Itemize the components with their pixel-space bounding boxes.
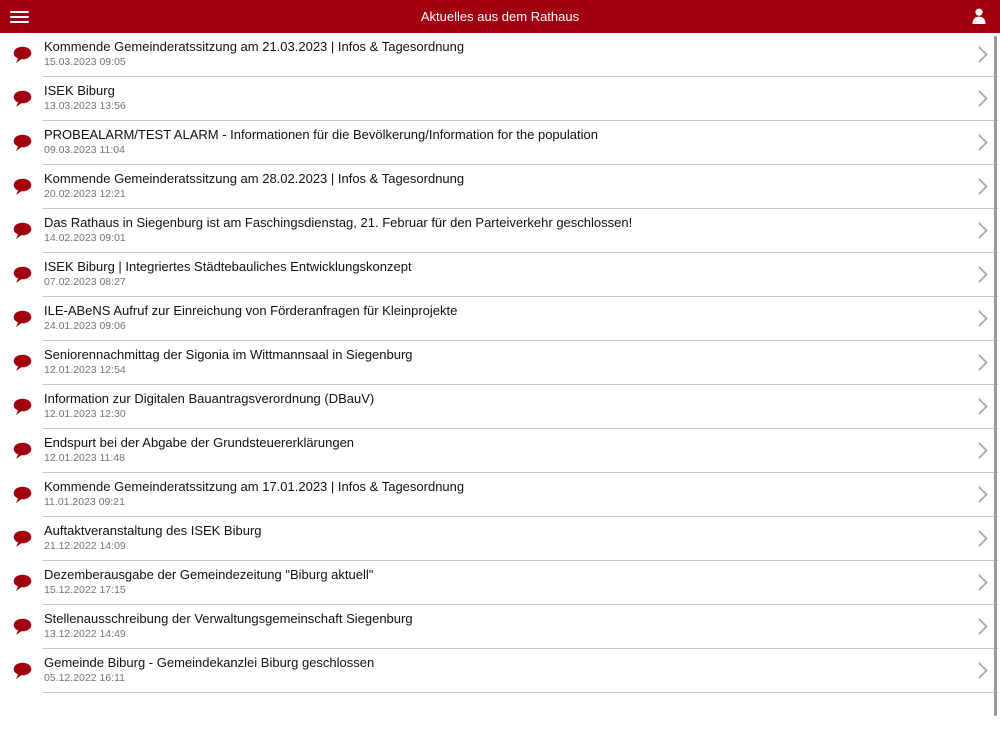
news-date: 13.03.2023 13:56 bbox=[44, 100, 126, 112]
scrollbar[interactable] bbox=[994, 36, 997, 716]
speech-bubble-icon bbox=[13, 178, 32, 196]
news-date: 24.01.2023 09:06 bbox=[44, 320, 126, 332]
speech-bubble-icon bbox=[13, 134, 32, 152]
news-title: Information zur Digitalen Bauantragsverordnung (DBauV) bbox=[44, 391, 375, 406]
news-date: 12.01.2023 12:30 bbox=[44, 408, 126, 420]
news-date: 14.02.2023 09:01 bbox=[44, 232, 126, 244]
speech-bubble-icon bbox=[13, 574, 32, 592]
news-list-item[interactable] bbox=[0, 33, 1000, 77]
news-list-item[interactable] bbox=[0, 253, 1000, 297]
chevron-right-icon bbox=[978, 442, 988, 459]
news-title: PROBEALARM/TEST ALARM - Informationen für die Bevölkerung/Information for the population bbox=[44, 127, 598, 142]
chevron-right-icon bbox=[978, 354, 988, 371]
news-title: Stellenausschreibung der Verwaltungsgemeinschaft Siegenburg bbox=[44, 611, 413, 626]
news-date: 15.12.2022 17:15 bbox=[44, 584, 126, 596]
news-list-item[interactable] bbox=[0, 297, 1000, 341]
news-list-item[interactable] bbox=[0, 605, 1000, 649]
chevron-right-icon bbox=[978, 574, 988, 591]
news-list-item[interactable] bbox=[0, 121, 1000, 165]
news-title: ISEK Biburg bbox=[44, 83, 115, 98]
news-list-item[interactable] bbox=[0, 517, 1000, 561]
news-date: 09.03.2023 11:04 bbox=[44, 144, 125, 156]
chevron-right-icon bbox=[978, 134, 988, 151]
news-date: 21.12.2022 14:09 bbox=[44, 540, 126, 552]
news-list-item[interactable] bbox=[0, 341, 1000, 385]
news-list-item[interactable] bbox=[0, 209, 1000, 253]
news-title: ILE-ABeNS Aufruf zur Einreichung von Förderanfragen für Kleinprojekte bbox=[44, 303, 458, 318]
news-date: 13.12.2022 14:49 bbox=[44, 628, 126, 640]
chevron-right-icon bbox=[978, 398, 988, 415]
chevron-right-icon bbox=[978, 46, 988, 63]
news-list-item[interactable] bbox=[0, 561, 1000, 605]
chevron-right-icon bbox=[978, 266, 988, 283]
news-title: Kommende Gemeinderatssitzung am 28.02.2023 | Infos & Tagesordnung bbox=[44, 171, 465, 186]
chevron-right-icon bbox=[978, 530, 988, 547]
news-date: 15.03.2023 09:05 bbox=[44, 56, 126, 68]
speech-bubble-icon bbox=[13, 662, 32, 680]
speech-bubble-icon bbox=[13, 442, 32, 460]
news-date: 12.01.2023 12:54 bbox=[44, 364, 126, 376]
news-date: 12.01.2023 11:48 bbox=[44, 452, 125, 464]
speech-bubble-icon bbox=[13, 530, 32, 548]
news-list-item[interactable] bbox=[0, 385, 1000, 429]
news-date: 05.12.2022 16:11 bbox=[44, 672, 125, 684]
user-icon[interactable] bbox=[972, 8, 986, 24]
news-title: Dezemberausgabe der Gemeindezeitung "Biburg aktuell" bbox=[44, 567, 374, 582]
speech-bubble-icon bbox=[13, 486, 32, 504]
news-list bbox=[0, 33, 1000, 693]
speech-bubble-icon bbox=[13, 618, 32, 636]
top-navigation-bar bbox=[0, 0, 1000, 33]
news-list-item[interactable] bbox=[0, 165, 1000, 209]
page-title: Aktuelles aus dem Rathaus bbox=[420, 9, 580, 24]
news-title: Kommende Gemeinderatssitzung am 21.03.2023 | Infos & Tagesordnung bbox=[44, 39, 465, 54]
news-title: Seniorennachmittag der Sigonia im Wittmannsaal in Siegenburg bbox=[44, 347, 413, 362]
speech-bubble-icon bbox=[13, 310, 32, 328]
chevron-right-icon bbox=[978, 618, 988, 635]
speech-bubble-icon bbox=[13, 398, 32, 416]
chevron-right-icon bbox=[978, 90, 988, 107]
chevron-right-icon bbox=[978, 486, 988, 503]
speech-bubble-icon bbox=[13, 222, 32, 240]
news-date: 07.02.2023 08:27 bbox=[44, 276, 126, 288]
news-title: Auftaktveranstaltung des ISEK Biburg bbox=[44, 523, 262, 538]
speech-bubble-icon bbox=[13, 354, 32, 372]
news-title: ISEK Biburg | Integriertes Städtebauliches Entwicklungskonzept bbox=[44, 259, 412, 274]
news-date: 11.01.2023 09:21 bbox=[44, 496, 125, 508]
speech-bubble-icon bbox=[13, 266, 32, 284]
news-title: Kommende Gemeinderatssitzung am 17.01.2023 | Infos & Tagesordnung bbox=[44, 479, 465, 494]
news-list-item[interactable] bbox=[0, 473, 1000, 517]
chevron-right-icon bbox=[978, 310, 988, 327]
speech-bubble-icon bbox=[13, 46, 32, 64]
chevron-right-icon bbox=[978, 662, 988, 679]
row-divider bbox=[43, 692, 998, 693]
news-list-item[interactable] bbox=[0, 649, 1000, 693]
chevron-right-icon bbox=[978, 178, 988, 195]
news-title: Endspurt bei der Abgabe der Grundsteuererklärungen bbox=[44, 435, 355, 450]
news-list-item[interactable] bbox=[0, 77, 1000, 121]
news-list-item[interactable] bbox=[0, 429, 1000, 473]
speech-bubble-icon bbox=[13, 90, 32, 108]
chevron-right-icon bbox=[978, 222, 988, 239]
news-title: Gemeinde Biburg - Gemeindekanzlei Biburg geschlossen bbox=[44, 655, 375, 670]
news-date: 20.02.2023 12:21 bbox=[44, 188, 126, 200]
news-title: Das Rathaus in Siegenburg ist am Faschingsdienstag, 21. Februar für den Parteiverkehr geschlossen! bbox=[44, 215, 633, 230]
